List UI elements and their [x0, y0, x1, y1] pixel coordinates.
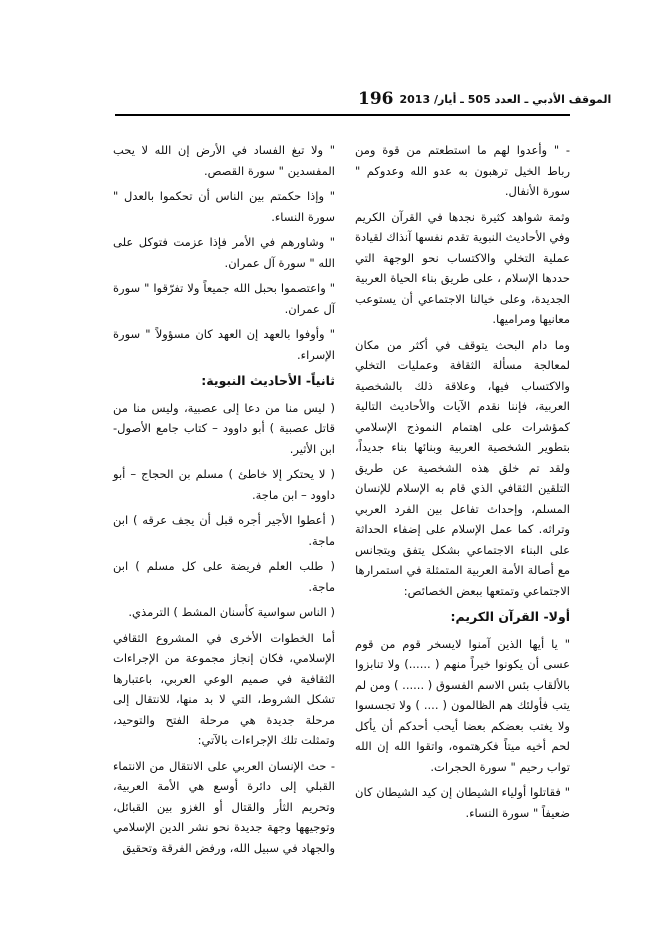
paragraph: - حث الإنسان العربي على الانتقال من الانتماء القبلي إلى دائرة أوسع هي الأمة العربية، وتحريم الثأر والقتال أو الغزو بين القبائل، وتوجيهها وجهة جديدة نحو نشر الدين الإسلامي والجهاد في سبيل الله، ورفض الفرقة وتحقيق [113, 758, 335, 855]
section-heading: أولا- القرآن الكريم: [450, 609, 570, 624]
right-column [355, 140, 570, 828]
running-title: الموقف الأدبي ـ العدد 505 ـ أيار/ 2013 [399, 92, 612, 106]
paragraph: " وإذا حكمتم بين الناس أن تحكموا بالعدل " سورة النساء. [113, 189, 335, 224]
paragraph: ( أعطوا الأجير أجره قبل أن يجف عرقه ) ابن ماجة. [113, 513, 335, 548]
paragraph: " واعتصموا بحبل الله جميعاً ولا تفرّقوا " سورة آل عمران. [113, 281, 335, 316]
paragraph: " يا أيها الذين آمنوا لايسخر قوم من قوم عسى أن يكونوا خيراً منهم ( ......) ولا تنابزوا بالألقاب بئس الاسم الفسوق ( ...... ) ومن لم يتب فأولئك هم الظالمون ( .... ) ولا تجسسوا ولا يغتب بعضكم بعضا أيحب أحدكم أن يأكل لحم أخيه ميتاً فكرهتموه، واتقوا الله إن الله تواب رحيم " سورة الحجرات. [355, 636, 570, 774]
left-column [113, 140, 335, 863]
paragraph: أما الخطوات الأخرى في المشروع الثقافي الإسلامي، فكان إنجاز مجموعة من الإجراءات الثقافية في صميم الوعي العربي، باعتبارها تشكل الشروط، التي لا بد منها، للانتقال إلى مرحلة جديدة هي مرحلة الفتح والتوحيد، وتمثلت تلك الإجراءات بالآتي: [113, 630, 335, 747]
paragraph: وما دام البحث يتوقف في أكثر من مكان لمعالجة مسألة الثقافة وعمليات التخلي والاكتساب فيها، وعلاقة ذلك بالشخصية العربية، فإننا نقدم الآيات والأحاديث التالية كمؤشرات على اهتمام النموذج الإسلامي بتطوير الشخصية العربية وبنائها بناء جديداً، ولقد تم خلق هذه الشخصية عن طريق التلقين الثقافي الذي قام به الإسلام للإنسان المسلم، وإحداث تفاعل بين الفرد العربي وتراثه. كما عمل الإسلام على إضفاء الحداثة على البناء الاجتماعي بشكل يتفق ويتجانس مع أصالة الأمة العربية المتمثلة في استمرارها الاجتماعي وتمتعها ببعض الخصائص: [355, 337, 570, 598]
section-heading: ثانياً- الأحاديث النبوية: [201, 373, 335, 388]
paragraph: " فقاتلوا أولياء الشيطان إن كيد الشيطان كان ضعيفاً " سورة النساء. [355, 785, 570, 820]
paragraph: ( طلب العلم فريضة على كل مسلم ) ابن ماجة. [113, 559, 335, 594]
paragraph: وثمة شواهد كثيرة نجدها في القرآن الكريم وفي الأحاديث النبوية تقدم نفسها آنذاك لقيادة عملية التخلي والاكتساب نحو الوجهة التي حددها الإسلام ، على طريق بناء الحياة العربية الجديدة، وعلى خيالنا الاجتماعي أن يستوعب معانيها ومراميها. [355, 209, 570, 326]
page-number: 196 [358, 89, 394, 109]
paragraph: - " وأعدوا لهم ما استطعتم من قوة ومن رباط الخيل ترهبون به عدو الله وعدوكم " سورة الأنفال. [355, 143, 570, 198]
header-rule [115, 114, 570, 116]
page-header [358, 86, 612, 112]
paragraph: ( لا يحتكر إلا خاطئ ) مسلم بن الحجاج – أبو داوود – ابن ماجة. [113, 467, 335, 502]
paragraph: ( ليس منا من دعا إلى عصبية، وليس منا من قاتل عصبية ) أبو داوود – كتاب جامع الأصول- ابن الأثير. [113, 400, 335, 456]
paragraph: ( الناس سواسية كأسنان المشط ) الترمذي. [128, 605, 335, 619]
paragraph: " وشاورهم في الأمر فإذا عزمت فتوكل على الله " سورة آل عمران. [113, 235, 335, 270]
paragraph: " ولا تبغ الفساد في الأرض إن الله لا يحب المفسدين " سورة القصص. [113, 143, 335, 178]
paragraph: " وأوفوا بالعهد إن العهد كان مسؤولاً " سورة الإسراء. [113, 327, 335, 362]
